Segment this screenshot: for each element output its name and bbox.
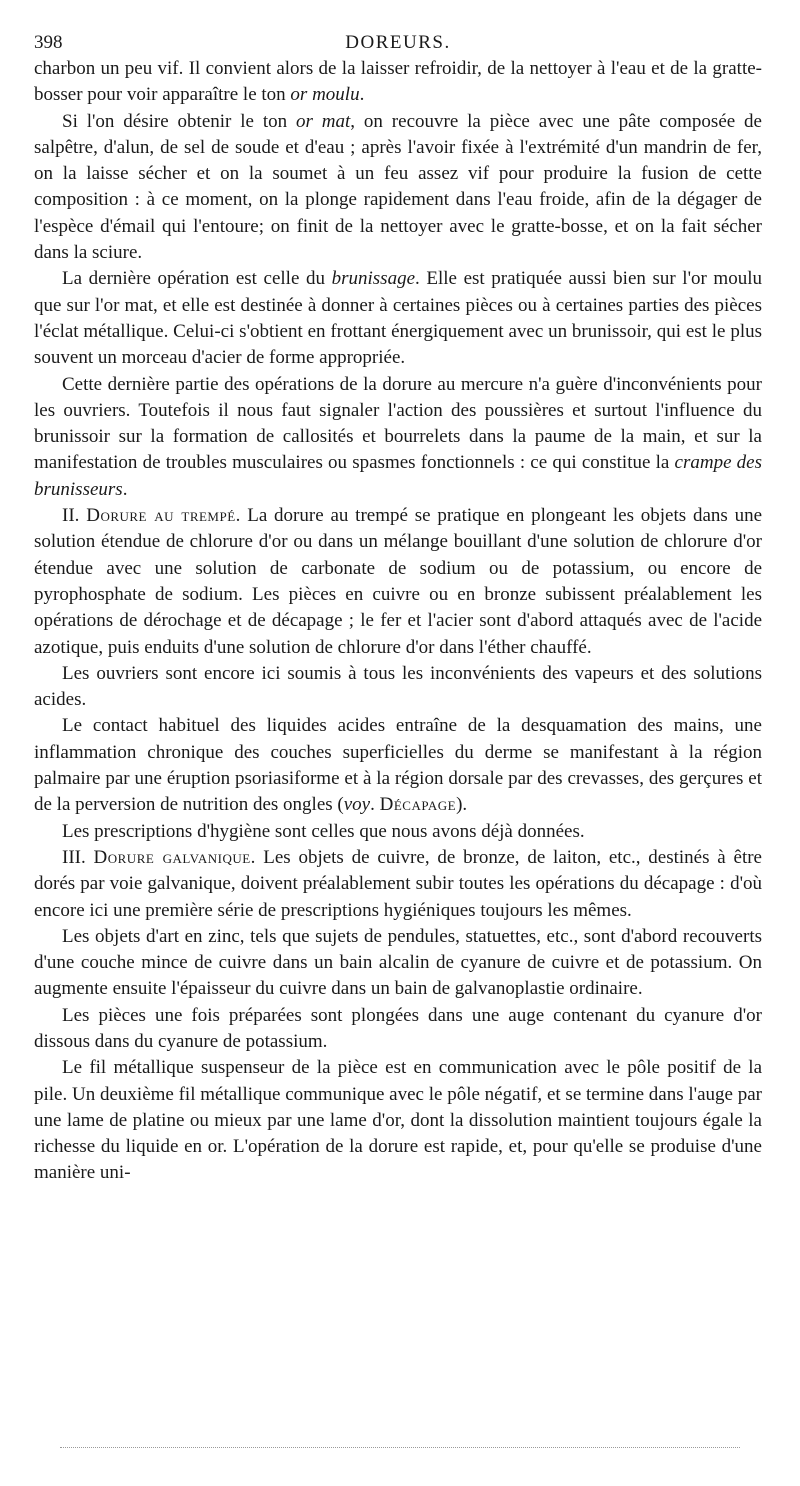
paragraph (34, 503, 762, 661)
paragraph (34, 924, 762, 1003)
small-caps-heading: Décapage (379, 794, 457, 816)
body-text (34, 56, 762, 1187)
text-run: . La dorure au trempé se pratique en plongeant les objets dans une solution étendue de chlorure d'or ou dans un mélange bouillant d'une solution de chlorure d'or étendue avec une solution de carbonate de sodium ou de potassium, ou encore de pyrophosphate de sodium. Les pièces en cuivre ou en bronze subissent préalablement les opérations de dérochage et de décapage ; le fer et l'acier sont d'abord attaqués avec de l'acide azotique, puis enduits d'une solution de chlorure d'or dans l'éther chauffé. (34, 505, 763, 658)
text-run: . Elle est pratiquée aussi bien sur l'or moulu que sur l'or mat, et elle est destinée à donner à certaines pièces ou à certaines parties des pièces l'éclat métallique. Celui-ci s'obtient en frottant énergiquement avec un brunissoir, qui est le plus souvent un morceau d'acier de forme appropriée. (34, 268, 762, 369)
paragraph (34, 56, 762, 109)
footer-rule (60, 1447, 740, 1449)
text-run: Les ouvriers sont encore ici soumis à tous les inconvénients des vapeurs et des solutions acides. (34, 662, 762, 711)
italic-text: crampe des brunisseurs (34, 452, 763, 500)
text-run: Le contact habituel des liquides acides entraîne de la desquamation des mains, une inflammation chronique des couches superficielles du derme se manifestant à la région palmaire par une éruption psoriasiforme et à la région dorsale par des crevasses, des gerçures et de la perversion de nutrition des ongles ( (34, 715, 762, 816)
text-run: Cette dernière partie des opérations de la dorure au mercure n'a guère d'inconvénients pour les ouvriers. Toutefois il nous faut signaler l'action des poussières et surtout l'influence du brunissoir sur la formation de callosités et bourrelets dans la paume de la main, et sur la manifestation de troubles musculaires ou spasmes fonctionnels : ce qui constitue la (34, 373, 762, 474)
text-run: . (359, 84, 365, 106)
text-run: Le fil métallique suspenseur de la pièce est en communication avec le pôle positif de la pile. Un deuxième fil métallique communique avec le pôle négatif, et se termine dans l'auge par une lame de platine ou mieux par une lame d'or, dont la dissolution maintient toujours égale la richesse du liquide en or. L'opération de la dorure est rapide, et, pour qu'elle se produise d'une manière uni- (34, 1057, 762, 1184)
italic-text: voy (343, 794, 371, 816)
running-title: DOREURS. (345, 32, 451, 53)
text-run: Les prescriptions d'hygiène sont celles que nous avons déjà données. (62, 820, 585, 842)
italic-text: or moulu (290, 84, 360, 106)
paragraph (34, 109, 762, 267)
paragraph (34, 1055, 762, 1186)
text-run: . (122, 478, 128, 500)
italic-text: brunissage (331, 268, 416, 290)
paragraph (34, 845, 762, 924)
text-run: . Les objets de cuivre, de bronze, de laiton, etc., destinés à être dorés par voie galvanique, doivent préalablement subir toutes les opérations du décapage : d'où encore ici une première série de prescriptions hygiéniques toujours les mêmes. (34, 846, 762, 921)
italic-text: or mat (296, 110, 351, 132)
text-run: ). (456, 794, 468, 816)
paragraph (34, 713, 762, 818)
text-run: . (370, 794, 380, 816)
paragraph (34, 1003, 762, 1056)
paragraph (34, 661, 762, 714)
running-head (34, 30, 762, 56)
text-run: charbon un peu vif. Il convient alors de la laisser refroidir, de la nettoyer à l'eau et de la gratte-bosser pour voir apparaître le ton (34, 58, 762, 106)
text-run: , on recouvre la pièce avec une pâte composée de salpêtre, d'alun, de sel de soude et d'eau ; après l'avoir fixée à l'extrémité d'un mandrin de fer, on la laisse sécher et on la soumet à un feu assez vif pour produire la fusion de cette composition : à ce moment, on la plonge rapidement dans l'eau froide, afin de la dégager de l'espèce d'émail qui l'entoure; on finit de la nettoyer avec le gratte-bosse, et on la fait sécher dans la sciure. (34, 110, 762, 264)
page (34, 30, 762, 1187)
paragraph (34, 266, 762, 371)
paragraph (34, 819, 762, 845)
text-run: Les objets d'art en zinc, tels que sujets de pendules, statuettes, etc., sont d'abord recouverts d'une couche mince de cuivre dans un bain alcalin de cyanure de cuivre et de potassium. On augmente ensuite l'épaisseur du cuivre dans un bain de galvanoplastie ordinaire. (34, 925, 762, 1000)
page-number: 398 (34, 32, 63, 53)
text-run: Si l'on désire obtenir le ton (62, 110, 297, 132)
text-run: Les pièces une fois préparées sont plongées dans une auge contenant du cyanure d'or dissous dans du cyanure de potassium. (34, 1004, 762, 1052)
text-run: II. (62, 505, 87, 527)
text-run: La dernière opération est celle du (62, 268, 332, 290)
text-run: III. (62, 846, 94, 868)
small-caps-heading: Dorure au trempé (86, 505, 236, 527)
small-caps-heading: Dorure galvanique (93, 846, 251, 868)
paragraph (34, 372, 762, 503)
